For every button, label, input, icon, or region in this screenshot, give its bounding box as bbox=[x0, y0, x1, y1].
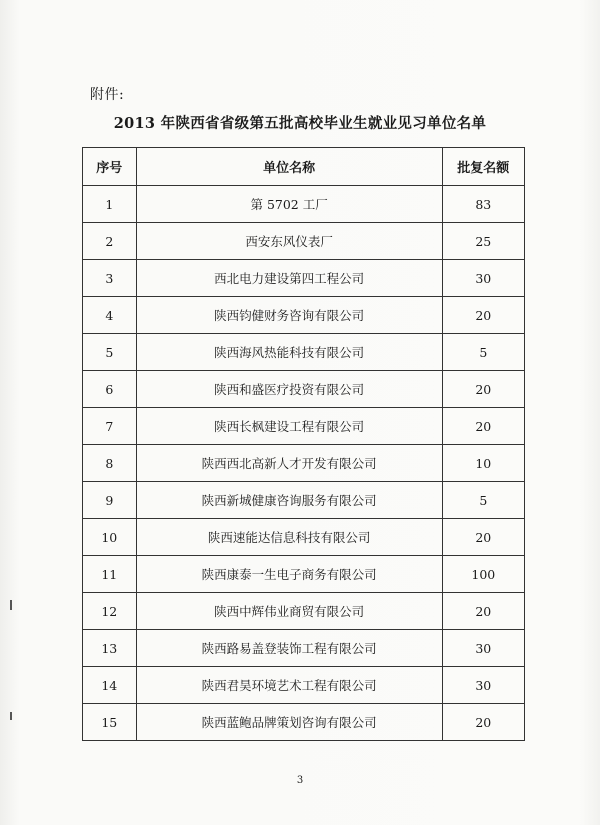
binding-mark bbox=[10, 712, 12, 720]
row-no: 3 bbox=[83, 260, 137, 297]
row-quota: 20 bbox=[442, 704, 524, 741]
internship-units-table bbox=[82, 147, 525, 741]
row-unit-name: 陕西蓝鲍品牌策划咨询有限公司 bbox=[136, 704, 442, 741]
row-no: 14 bbox=[83, 667, 137, 704]
document-title: 2013 年陕西省省级第五批高校毕业生就业见习单位名单 bbox=[113, 115, 487, 132]
row-unit-name: 陕西钧健财务咨询有限公司 bbox=[136, 297, 442, 334]
row-unit-name: 陕西康泰一生电子商务有限公司 bbox=[136, 556, 442, 593]
row-quota: 30 bbox=[442, 667, 524, 704]
row-unit-name: 第 5702 工厂 bbox=[136, 186, 442, 223]
row-quota: 10 bbox=[442, 445, 524, 482]
row-no: 11 bbox=[83, 556, 137, 593]
row-no: 5 bbox=[83, 334, 137, 371]
table-row bbox=[83, 630, 525, 667]
row-quota: 83 bbox=[442, 186, 524, 223]
table-row bbox=[83, 371, 525, 408]
table-row bbox=[83, 593, 525, 630]
table-row bbox=[83, 445, 525, 482]
header-unit-name: 单位名称 bbox=[136, 148, 442, 186]
table-row bbox=[83, 186, 525, 223]
row-unit-name: 陕西新城健康咨询服务有限公司 bbox=[136, 482, 442, 519]
row-unit-name: 陕西路易盖登装饰工程有限公司 bbox=[136, 630, 442, 667]
row-unit-name: 陕西中辉伟业商贸有限公司 bbox=[136, 593, 442, 630]
row-quota: 5 bbox=[442, 482, 524, 519]
row-quota: 20 bbox=[442, 408, 524, 445]
table-row bbox=[83, 667, 525, 704]
binding-mark bbox=[10, 600, 12, 610]
row-no: 2 bbox=[83, 223, 137, 260]
table-row bbox=[83, 704, 525, 741]
row-unit-name: 西北电力建设第四工程公司 bbox=[136, 260, 442, 297]
row-quota: 20 bbox=[442, 371, 524, 408]
row-quota: 20 bbox=[442, 519, 524, 556]
row-quota: 20 bbox=[442, 593, 524, 630]
page-number: 3 bbox=[296, 775, 304, 786]
row-quota: 30 bbox=[442, 630, 524, 667]
table-row bbox=[83, 519, 525, 556]
row-unit-name: 陕西君昊环境艺术工程有限公司 bbox=[136, 667, 442, 704]
attachment-label: 附件: bbox=[90, 87, 125, 103]
row-unit-name: 陕西长枫建设工程有限公司 bbox=[136, 408, 442, 445]
row-no: 15 bbox=[83, 704, 137, 741]
row-quota: 30 bbox=[442, 260, 524, 297]
row-no: 9 bbox=[83, 482, 137, 519]
row-quota: 20 bbox=[442, 297, 524, 334]
table-row bbox=[83, 482, 525, 519]
row-no: 7 bbox=[83, 408, 137, 445]
table-row bbox=[83, 408, 525, 445]
header-quota: 批复名额 bbox=[442, 148, 524, 186]
row-quota: 100 bbox=[442, 556, 524, 593]
row-unit-name: 陕西和盛医疗投资有限公司 bbox=[136, 371, 442, 408]
row-no: 6 bbox=[83, 371, 137, 408]
table-row bbox=[83, 260, 525, 297]
row-unit-name: 西安东风仪表厂 bbox=[136, 223, 442, 260]
table-row bbox=[83, 297, 525, 334]
row-unit-name: 陕西速能达信息科技有限公司 bbox=[136, 519, 442, 556]
row-unit-name: 陕西西北高新人才开发有限公司 bbox=[136, 445, 442, 482]
row-quota: 5 bbox=[442, 334, 524, 371]
table-row bbox=[83, 223, 525, 260]
row-no: 1 bbox=[83, 186, 137, 223]
row-quota: 25 bbox=[442, 223, 524, 260]
header-no: 序号 bbox=[83, 148, 137, 186]
row-unit-name: 陕西海风热能科技有限公司 bbox=[136, 334, 442, 371]
table-row bbox=[83, 556, 525, 593]
table-header-row bbox=[83, 148, 525, 186]
row-no: 13 bbox=[83, 630, 137, 667]
row-no: 4 bbox=[83, 297, 137, 334]
row-no: 12 bbox=[83, 593, 137, 630]
row-no: 8 bbox=[83, 445, 137, 482]
table-row bbox=[83, 334, 525, 371]
row-no: 10 bbox=[83, 519, 137, 556]
